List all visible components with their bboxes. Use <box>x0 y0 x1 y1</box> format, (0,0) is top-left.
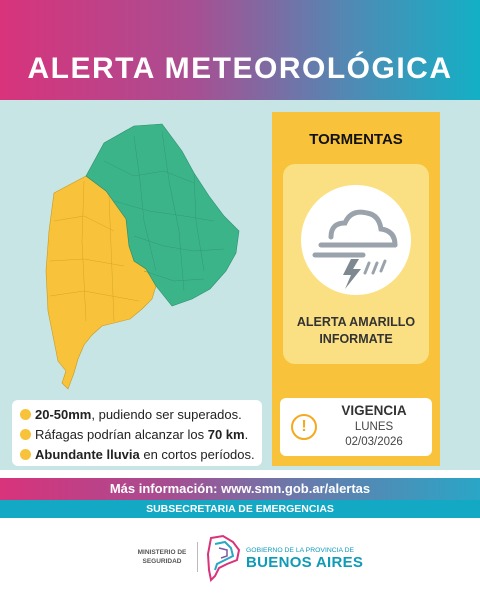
ministerio-line2: SEGURIDAD <box>142 558 182 565</box>
alert-level-label: ALERTA AMARILLO <box>296 315 416 329</box>
legend-item-gusts: Ráfagas podrían alcanzar los 70 km. <box>20 427 248 442</box>
bullet-icon <box>20 429 31 440</box>
alert-info-label: INFORMATE <box>319 332 393 346</box>
provincia-label: BUENOS AIRES <box>246 554 364 571</box>
alert-card <box>283 164 429 364</box>
gobierno-label: GOBIERNO DE LA PROVINCIA DE <box>246 547 355 554</box>
more-info-link[interactable]: Más información: www.smn.gob.ar/alertas <box>0 478 480 500</box>
header-banner <box>0 0 480 100</box>
alert-column <box>272 112 440 466</box>
weather-icon-circle <box>301 185 411 295</box>
phenomenon-title: TORMENTAS <box>309 131 403 148</box>
vigencia-box <box>280 398 432 456</box>
storm-cloud-icon <box>301 185 411 295</box>
vigencia-title: VIGENCIA <box>341 403 407 418</box>
exclamation-icon: ! <box>291 414 317 440</box>
page-title: ALERTA METEOROLÓGICA <box>27 52 453 85</box>
bullet-icon <box>20 409 31 420</box>
ministerio-line1: MINISTERIO DE <box>137 549 187 556</box>
legend-item-heavy-rain: Abundante lluvia en cortos períodos. <box>20 447 255 462</box>
legend-item-rain-amount: 20-50mm, pudiendo ser superados. <box>20 407 242 422</box>
province-map <box>44 121 244 393</box>
vigencia-date: 02/03/2026 <box>345 436 403 448</box>
divider <box>197 542 198 572</box>
subsecretaria-banner: SUBSECRETARIA DE EMERGENCIAS <box>0 500 480 518</box>
buenos-aires-logo-icon <box>205 534 245 582</box>
bullet-icon <box>20 449 31 460</box>
alert-level <box>283 314 429 348</box>
ministerio-label <box>132 548 192 566</box>
legend-box <box>12 400 262 466</box>
vigencia-day: LUNES <box>354 421 394 433</box>
